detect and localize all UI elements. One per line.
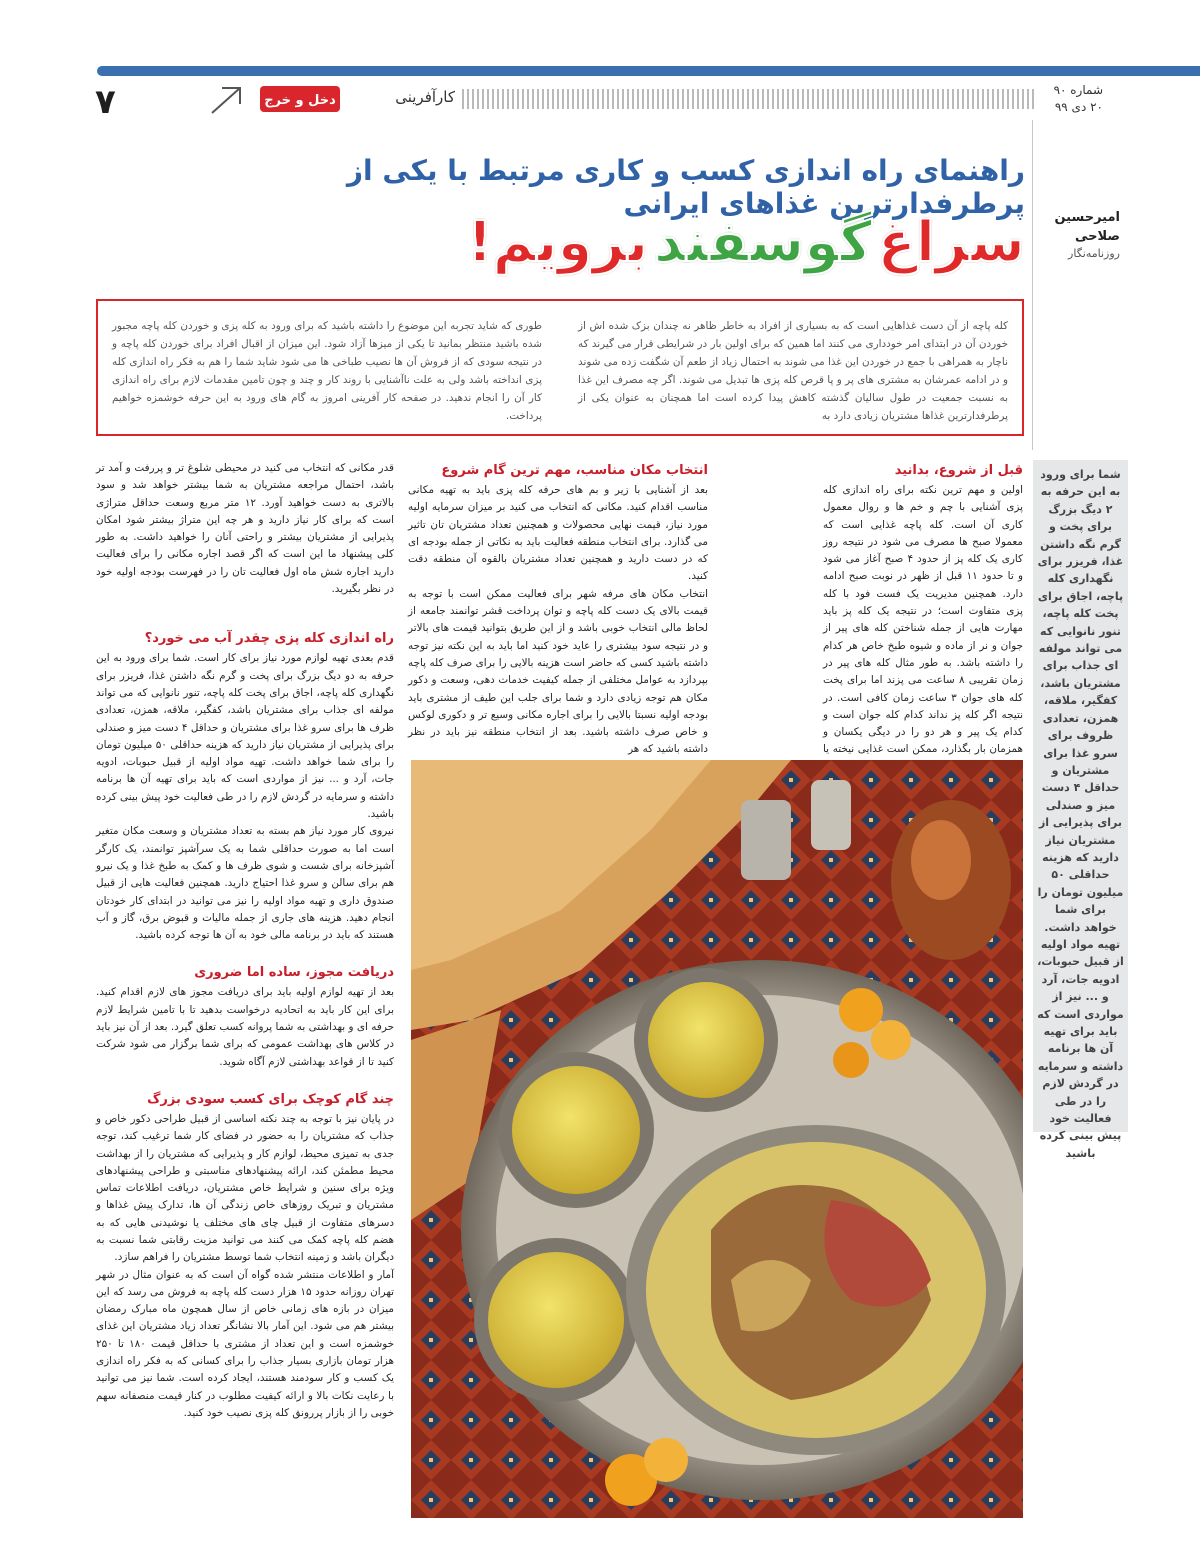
- brand-logo-mark: [260, 86, 340, 112]
- section-text: قدم بعدی تهیه لوازم مورد نیاز برای کار است. شما برای ورود به این حرفه به دو دیگ بزرگ برای پخت و گرم نگه داشتن غذا، فریزر برای نگهداری کله پاچه، اجاق برای پخت کله پاچه، تنور نانوایی که می تواند مولفه ای جذاب برای مشتریان باشد، کفگیر، ملاقه، همزن، تعدادی ظرف ها برای سرو غذا برای مشتریان و حداقل ۴ دست میز و صندلی برای پذیرایی از مشتریان نیاز دارید که هزینه حداقلی ۵۰ میلیون تومان را برای شما خواهد داشت. تهیه مواد اولیه از قبیل حبوبات، ادویه جات، آرد و ... نیز از مواردی است که باید برای تهیه آن ها برنامه داشته و سرمایه در گردش لازم را در طی فعالیت خود پیش بینی کرده باشید.: [96, 652, 394, 821]
- article-title: [360, 200, 1025, 290]
- side-note: شما برای ورود به این حرفه به ۲ دیگ بزرگ برای پخت و گرم نگه داشتن غذا، فریزر برای نگهداری کله پاچه، اجاق برای پخت کله پاچه، تنور نانوایی که می تواند مولفه ای جذاب برای مشتریان باشد، کفگیر، ملاقه، همزن، تعدادی ظروف برای سرو غذا برای مشتریان و حداقل ۴ دست میز و صندلی برای پذیرایی از مشتریان نیاز دارید که هزینه حداقلی ۵۰ میلیون تومان را برای شما خواهد داشت. تهیه مواد اولیه از قبیل حبوبات، ادویه جات، آرد و ... نیز از مواردی است که باید برای تهیه آن ها برنامه داشته و سرمایه در گردش لازم را در طی فعالیت خود پیش بینی کرده باشید: [1033, 460, 1128, 1132]
- section-heading: قبل از شروع، بدانید: [894, 463, 1023, 478]
- issue-date: ۲۰ دی ۹۹: [1054, 100, 1103, 114]
- page-number: ۷: [95, 82, 116, 122]
- column-divider: [1032, 120, 1033, 450]
- section-text: اولین و مهم ترین نکته برای راه اندازی کله پزی آشنایی با چم و خم ها و روال معمول کاری آن است. کله پاچه غذایی است که معمولا صبح ها مصرف می شود در نتیجه روز کاری یک کله پز از حدود ۴ صبح آغاز می شود و تا حدود ۱۱ قبل از ظهر در نوبت صبح ادامه دارد. همچنین مدیریت یک فست فود با کله پزی متفاوت است؛ در نتیجه یک کله پز باید مهارت هایی از جمله شناختن کله های پیر از جوان و نر از ماده و شیوه طبخ خاص هر کدام را داشته باشد. به طور مثال کله های پیر در زمان تقریبی ۸ ساعت می پزند اما برای پخت کله های جوان ۳ ساعت زمان کافی است. در نتیجه اگر کله پز نداند کدام کله جوان است و کدام یک پیر و هر دو را در دیگی یکسان و همزمان بار بگذارد، ممکن است غذایی نیخته یا: [823, 484, 1024, 756]
- title-part-3: برویم!: [467, 210, 649, 275]
- lead-text-left: طوری که شاید تجربه این موضوع را داشته باشید که برای ورود به کله پزی و خوردن کله پاچه مجبور شده باشید منتظر بمانید تا یکی از میزها آزاد شود. این میزان از اقبال افراد برای خوردن کله پاچه و در نتیجه سودی که از فروش آن ها نصیب طباخی ها می شود شاید شما را هم به فکر راه اندازی کله پزی انداخته باشد ولی به علت ناآشنایی با روند کار و چند و چون تامین مقدمات لازم برای راه اندازی کار آن را انجام ندهید. در صفحه کار آفرینی امروز به گام های ورود به این حرفه خوشمزه خواهیم پرداخت.: [112, 320, 542, 422]
- section-heading: چند گام کوچک برای کسب سودی بزرگ: [147, 1091, 394, 1107]
- brand-logo-text: دخل و خرج: [264, 93, 336, 108]
- kalleh-pacheh-illustration: [411, 760, 1023, 1518]
- issue-info: [1045, 82, 1103, 116]
- author-name: امیرحسین صلاحی: [1054, 210, 1120, 244]
- section-text: انتخاب مکان های مرفه شهر برای فعالیت ممکن است با توجه به قیمت بالای یک دست کله پاچه و توان پرداخت قشر توانمند جامعه از لحاظ مالی انتخاب خوبی باشد و از این طریق بتوانید قیمت های بالاتر و در نتیجه سود بیشتری را عاید خود کنید اما باید به این نکته نیز توجه داشته باشید کسی که حاضر است هزینه بالایی را برای صرف کله پاچه بپردازد به عوامل مختلفی از جمله کیفیت خدمات دهی، وسعت و دکور مکان هم توجه زیادی دارد و شما برای جلب این طیف از مشتری باید بودجه اولیه نسبتا بالایی را برای اجاره مکانی وسیع تر و دکوری لوکس و خاص صرف داشته باشید. بعد از انتخاب منطقه نیز باید در نظر داشته باشید که هر: [408, 587, 708, 756]
- article-subtitle: راهنمای راه اندازی کسب و کاری مرتبط با یکی از پرطرفدارترین غذاهای ایرانی: [346, 154, 1025, 220]
- title-part-2: گوسفند: [653, 210, 873, 275]
- section-heading: دریافت مجوز، ساده اما ضروری: [194, 965, 394, 981]
- section-text: بعد از آشنایی با زیر و بم های حرفه کله پزی باید به تهیه مکانی مناسب اقدام کنید. مکانی که انتخاب می کنید بر میزان سرمایه اولیه مورد نیاز، قیمت نهایی محصولات و همچنین تعداد مشتریان تان تاثیر می گذارد. برای انتخاب منطقه فعالیت باید به نکاتی از جمله بودجه ای که در دست دارید و همچنین تعداد مشتریان بالقوه آن منطقه دقت کنید.: [408, 484, 708, 583]
- brand-logo: [260, 86, 340, 112]
- lead-text-right: کله پاچه از آن دست غذاهایی است که به بسیاری از افراد به خاطر ظاهر نه چندان بزک شده اش از خوردن آن در ابتدای امر خودداری می کنند اما همین که برای اولین بار در شرایطی قرار می گیرند که ناچار به همراهی با جمع در خوردن این غذا می شوند به احتمال زیاد از طعم آن شگفت زده می شوند و در ادامه عمرشان به مشتری های پر و پا قرص کله پزی ها تبدیل می شوند. اگر چه مصرف این غذا به نسبت جمعیت در طول سالیان گذشته کاهش پیدا کرده است اما همچنان به عنوان یکی از پرطرفدارترین غذاها مشتریان زیادی دارد به: [578, 320, 1008, 422]
- title-part-1: سراغ: [877, 210, 1025, 275]
- lead-box: [96, 299, 1024, 436]
- section-text: نیروی کار مورد نیاز هم بسته به تعداد مشتریان و وسعت مکان متغیر است اما به صورت حداقلی شما به یک سرآشپز توانمند، یک کارگر آشپزخانه برای شست و شوی ظرف ها و کمک به طبخ غذا و یک نیرو هم برای سالن و سرو غذا احتیاج دارید. همچنین فعالیت هایی از قبیل صندوق داری و تهیه مواد اولیه را نیز می توانید در ابتدای کار خودتان انجام دهید. هزینه های جاری از جمله مالیات و قبوض برق، گاز و آب هستند که باید در برنامه مالی خود به آن ها توجه کرده باشید.: [96, 825, 394, 942]
- body-column-3: [96, 460, 394, 1422]
- section-text: در پایان نیز با توجه به چند نکته اساسی از قبیل طراحی دکور خاص و جذاب که مشتریان را به حضور در فضای کار شما ترغیب کند، توجه جدی به تمیزی محیط، لوازم کار و پذیرایی که مشتریان را از بهداشت محیط مطمئن کند، ارائه پیشنهادهای مناسبتی و طراحی پیشنهادهای ویژه برای سنین و شرایط خاص مشتریان، دریافت اطلاعات تماس مشتریان و تبریک روزهای خاص زندگی آن ها، تدارک پیش غذاها و دسرهای متفاوت از قبیل چای های مختلف یا نوشیدنی هایی که به هضم کله پاچه کمک می کنند می توانید مزیت رقابتی شما نسبت به دیگران باشد و زمینه انتخاب شما توسط مشتریان را فراهم سازد.: [96, 1112, 394, 1264]
- section-label: کارآفرینی: [395, 88, 455, 106]
- section-text: قدر مکانی که انتخاب می کنید در محیطی شلوغ تر و پررفت و آمد تر باشد، احتمال مراجعه مشتریان به شما بیشتر خواهد شد و سود بالاتری به دست خواهید آورد. ۱۲ متر مربع وسعت حداقل متراژی است که برای کار نیاز دارید و هر چه این متراژ بیشتر شود امکان پذیرایی از مشتریان بیشتر و راحتی آنان را خواهید داشت. به طور کلی پیشنهاد ما این است که اگر قصد اجاره مکانی را برای فعالیت دارید اجاره شش ماه اول فعالیت تان را در فهرست بودجه اولیه خود در نظر بگیرید.: [96, 462, 394, 596]
- section-text: بعد از تهیه لوازم اولیه باید برای دریافت مجوز های لازم اقدام کنید. برای این کار باید به اتحادیه درخواست بدهید تا با تامین شرایط لازم حرفه ای و بهداشتی به شما پروانه کسب تعلق گیرد. بعد از آن نیز باید در کلاس های بهداشت عمومی که برای شما برگزار می شود شرکت کنید تا از قواعد بهداشتی لازم آگاه شوید.: [96, 986, 394, 1068]
- body-column-2: [408, 460, 708, 759]
- author-role: روزنامه‌نگار: [1068, 247, 1120, 260]
- header-stripes: [462, 89, 1037, 109]
- food-photo: [411, 760, 1023, 1518]
- section-text: آمار و اطلاعات منتشر شده گواه آن است که به عنوان مثال در شهر تهران روزانه حدود ۱۵ هزار دست کله پاچه به فروش می رسد که این میزان در بازه های زمانی خاص از سال همچون ماه مبارک رمضان بیشتر هم می شود. این آمار بالا نشانگر تعداد زیاد مشتریان این غذای خوشمزه است و این تعداد از مشتری با حداقل قیمت ۱۸۰ تا ۲۵۰ هزار تومان بازاری بسیار جذاب را برای کسانی که به فکر راه اندازی یک کسب و کار سودمند هستند، ایجاد کرده است. شما نیز می توانید با رعایت نکات بالا و ارائه کیفیت مطلوب در کنار قیمت منصفانه سهم خوبی را از بازار پررونق کله پزی نصیب خود کنید.: [96, 1268, 394, 1419]
- section-heading: انتخاب مکان مناسب، مهم ترین گام شروع: [441, 463, 708, 478]
- issue-number: شماره ۹۰: [1053, 83, 1103, 97]
- diagonal-arrow-icon: [208, 84, 244, 116]
- header-bar: [97, 66, 1200, 76]
- section-heading: راه اندازی کله پزی چقدر آب می خورد؟: [144, 631, 394, 647]
